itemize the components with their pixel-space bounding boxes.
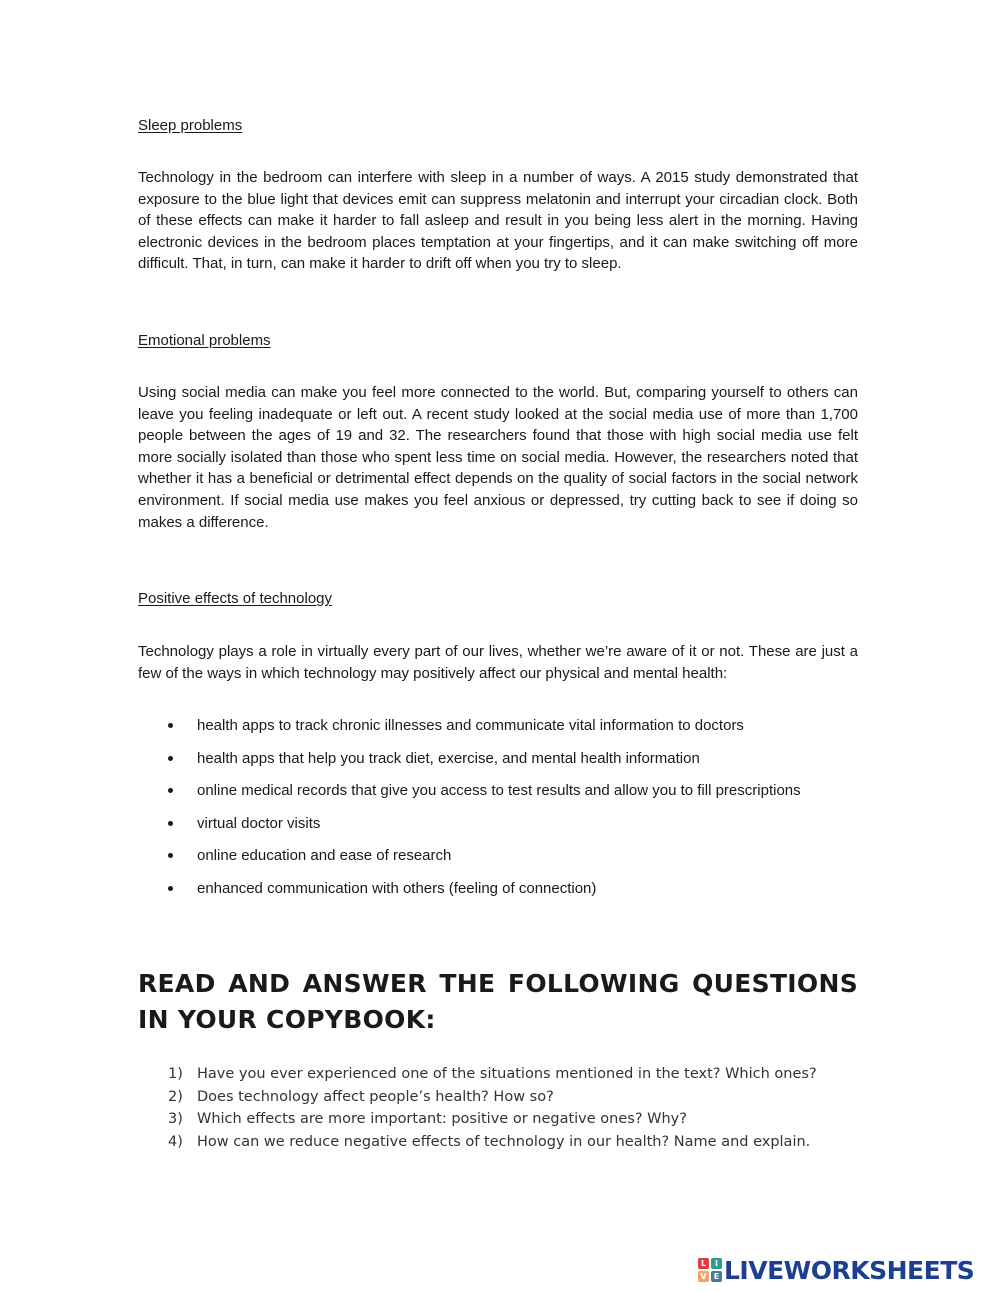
list-item	[138, 845, 878, 878]
paragraph-positive-effects: Technology plays a role in virtually every part of our lives, whether we’re aware of it or not. These are just a few of the ways in which technology may positively affect our physical and mental health:	[138, 643, 858, 682]
list-item-text: enhanced communication with others (feeling of connection)	[197, 879, 597, 897]
logo-block: L	[698, 1258, 709, 1269]
question-number: 1)	[168, 1066, 183, 1082]
bullet-icon	[168, 788, 173, 793]
question-text: Have you ever experienced one of the situations mentioned in the text? Which ones?	[197, 1066, 817, 1082]
bullet-icon	[168, 853, 173, 858]
question-text: How can we reduce negative effects of technology in our health? Name and explain.	[197, 1134, 811, 1151]
question-number: 3)	[168, 1111, 183, 1128]
logo-wordmark: LIVEWORKSHEETS	[724, 1255, 975, 1285]
question-number: 2)	[168, 1088, 183, 1105]
question-text: Which effects are more important: positive or negative ones? Why?	[197, 1111, 687, 1128]
bullet-icon	[168, 756, 173, 761]
logo-block: I	[711, 1258, 722, 1269]
list-item-text: virtual doctor visits	[197, 814, 321, 832]
bullet-icon	[168, 723, 173, 728]
question-item	[138, 1108, 878, 1131]
liveworksheets-logo	[698, 1256, 974, 1284]
list-item-text: online medical records that give you access to test results and allow you to fill prescriptions	[197, 782, 801, 799]
questions-title: READ AND ANSWER THE FOLLOWING QUESTIONS IN YOUR COPYBOOK:	[138, 969, 858, 1034]
positive-effects-list	[138, 715, 878, 910]
list-item-text: health apps to track chronic illnesses and communicate vital information to doctors	[197, 717, 744, 734]
question-text: Does technology affect people’s health? How so?	[197, 1088, 554, 1105]
bullet-icon	[168, 821, 173, 826]
paragraph-emotional-problems: Using social media can make you feel more connected to the world. But, comparing yourself to others can leave you feeling inadequate or left out. A recent study looked at the social media use of more than 1,700 people between the ages of 19 and 32. The researchers found that those with high social media use felt more socially isolated than those who spent less time on social media. However, the researchers noted that whether it has a beneficial or detrimental effect depends on the quality of social factors in the social network environment. If social media use makes you feel anxious or depressed, try cutting back to see if doing so makes a difference.	[138, 384, 858, 531]
logo-blocks-icon	[698, 1258, 722, 1282]
list-item-text: health apps that help you track diet, exercise, and mental health information	[197, 749, 700, 767]
list-item	[138, 780, 878, 813]
heading-emotional-problems: Emotional problems	[138, 332, 271, 349]
list-item-text: online education and ease of research	[197, 847, 452, 864]
heading-positive-effects: Positive effects of technology	[138, 590, 333, 607]
paragraph-sleep-problems: Technology in the bedroom can interfere with sleep in a number of ways. A 2015 study demonstrated that exposure to the blue light that devices emit can suppress melatonin and interrupt your circadian clock. Both of these effects can make it harder to fall asleep and result in you being less alert in the morning. Having electronic devices in the bedroom places temptation at your fingertips, and it can make switching off more difficult. That, in turn, can make it harder to drift off when you try to sleep.	[138, 169, 858, 273]
question-item	[138, 1086, 878, 1109]
question-item	[138, 1063, 878, 1086]
question-item	[138, 1131, 878, 1154]
logo-block: E	[711, 1271, 722, 1282]
heading-sleep-problems: Sleep problems	[138, 117, 243, 134]
list-item	[138, 715, 878, 748]
list-item	[138, 878, 878, 911]
list-item	[138, 813, 878, 846]
questions-list	[138, 1063, 878, 1154]
bullet-icon	[168, 886, 173, 891]
logo-block: V	[698, 1271, 709, 1282]
list-item	[138, 748, 878, 781]
question-number: 4)	[168, 1134, 183, 1151]
